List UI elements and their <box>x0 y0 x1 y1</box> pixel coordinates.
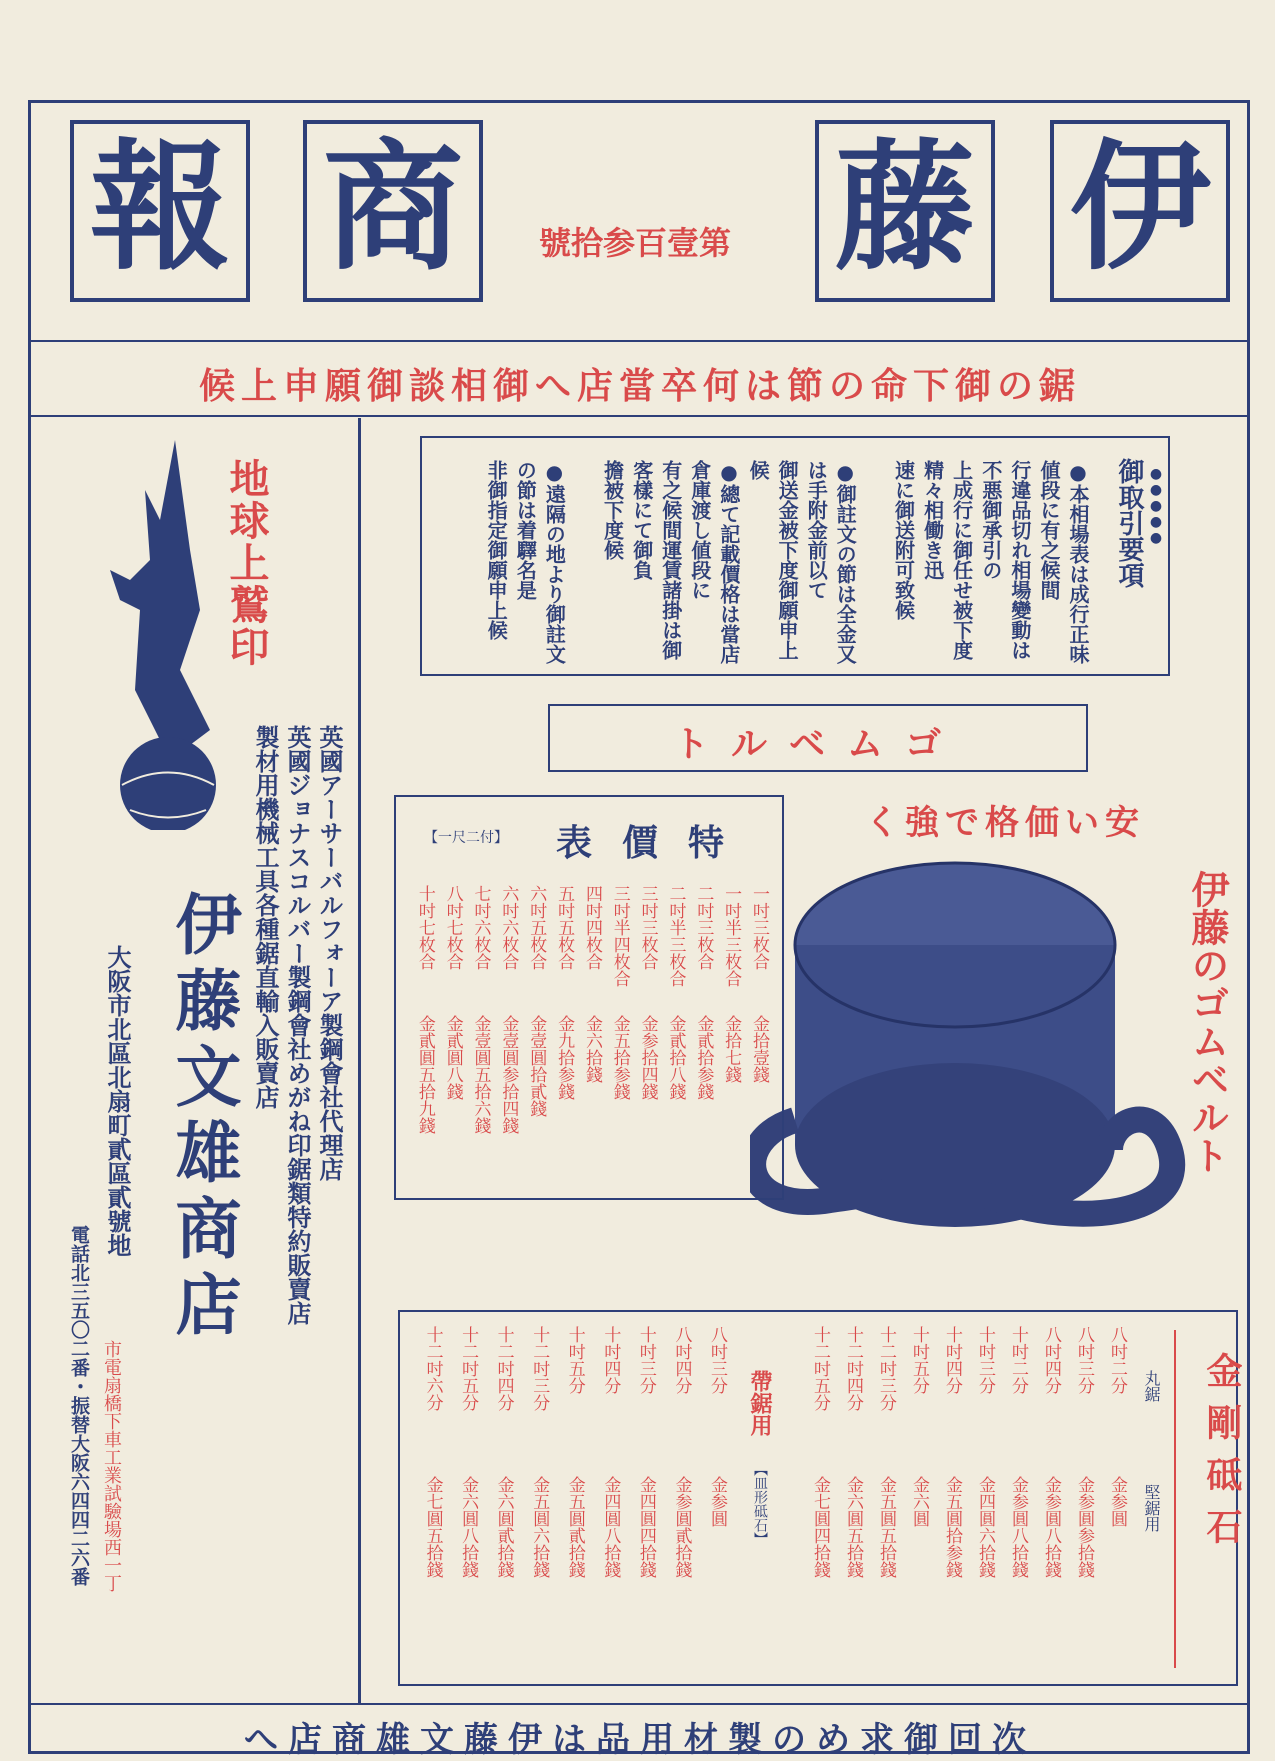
row-price: 金五拾参錢 <box>609 1015 630 1100</box>
row-price: 金壹圓拾貳錢 <box>526 1015 547 1117</box>
row-price: 金六圓 <box>909 1476 929 1527</box>
row-price: 金六圓貳拾錢 <box>493 1476 514 1578</box>
footer-divider <box>30 1703 1248 1705</box>
row-size: 四吋四枚合 <box>581 885 602 970</box>
row-price: 金貳圓八錢 <box>442 1015 463 1100</box>
row-size: 三吋三枚合 <box>637 885 658 970</box>
footer-text: 次回御求めの製材用品は伊藤文雄商店へ <box>244 1720 1036 1760</box>
stone-title: 金剛砥石 <box>1201 1352 1242 1560</box>
row-size: 十二吋三分 <box>529 1326 550 1411</box>
rubber-belt-icon <box>750 820 1230 1260</box>
belt-heading: ゴムベルト <box>672 723 963 765</box>
notice-items <box>453 460 1093 670</box>
row-size: 十吋五分 <box>564 1326 585 1394</box>
company-phone: 電話北三五〇二番・振替大阪六四四二六番 <box>68 1225 90 1586</box>
row-price: 金五圓五拾錢 <box>876 1476 896 1578</box>
row-price: 金九拾参錢 <box>554 1015 575 1100</box>
notice-item: 有之候間運賃諸掛は御客樣にて御負 <box>629 460 683 660</box>
row-size: 十吋三分 <box>635 1326 656 1394</box>
banner-text: 鋸の御下命の節は何卒當店へ御相談御願申上候 <box>198 365 1081 407</box>
row-size: 八吋二分 <box>1107 1326 1127 1394</box>
row-price: 金参圓貳拾錢 <box>671 1476 692 1578</box>
notice-item: 御送金被下度御願申上候 <box>746 460 800 660</box>
agency-line-3: 製材用機械工具各種鋸直輸入販賣店 <box>251 725 280 1109</box>
notice-item: 非御指定御願申上候 <box>484 460 509 640</box>
row-size: 十二吋五分 <box>810 1326 830 1411</box>
notice-box <box>420 436 1170 676</box>
row-size: 十吋三分 <box>975 1326 995 1394</box>
agency-line-2: 英國ジョナスコルバー製鋼會社めがね印鋸類特約販賣店 <box>283 725 312 1325</box>
row-price: 金五圓貳拾錢 <box>564 1476 585 1578</box>
row-size: 十吋四分 <box>942 1326 962 1394</box>
company-name: 伊藤文雄商店 <box>164 890 241 1346</box>
notice-title: 御取引要項 <box>1114 458 1144 588</box>
belt-slogan: 安い価格で強く <box>865 803 1145 843</box>
row-price: 金参圓八拾錢 <box>1041 1476 1061 1578</box>
row-size: 八吋七枚合 <box>442 885 463 970</box>
notice-item: 速に御送附可致候 <box>891 460 916 620</box>
row-size: 十吋七枚合 <box>414 885 435 970</box>
notice-item: ●本相場表は成行正味値段に有之候間 <box>1037 460 1090 664</box>
row-size: 七吋六枚合 <box>470 885 491 970</box>
row-size: 二吋半三枚合 <box>665 885 686 987</box>
row-price: 金壹圓参拾四錢 <box>498 1015 519 1134</box>
row-price: 金六圓八拾錢 <box>458 1476 479 1578</box>
row-price: 金六圓五拾錢 <box>843 1476 863 1578</box>
notice-item: ●御註文の節は全金又は手附金前以て <box>804 460 858 664</box>
row-size: 十二吋四分 <box>843 1326 863 1411</box>
row-size: 三吋半四枚合 <box>609 885 630 987</box>
company-address: 大阪市北區北扇町貳區貳號地 <box>103 945 132 1257</box>
row-price: 金参圓八拾錢 <box>1008 1476 1028 1578</box>
notice-item: ●遠隔の地より御註文の節は着驛名是 <box>513 460 567 664</box>
notice-item: ●總て記載價格は當店倉庫渡し値段に <box>687 460 741 664</box>
belt-table-note: 【付二尺一】 <box>424 830 508 846</box>
column-divider <box>358 418 361 1703</box>
row-size: 六吋五枚合 <box>526 885 547 970</box>
notice-item: 上成行に御任せ被下度精々相働き迅 <box>920 460 974 660</box>
header-divider <box>30 340 1248 342</box>
row-price: 金拾壹錢 <box>749 1015 769 1083</box>
row-price: 金五圓六拾錢 <box>529 1476 550 1578</box>
maru-label-2: 堅鋸用 <box>1142 1484 1161 1532</box>
row-price: 金参圓 <box>707 1476 727 1527</box>
belt-side-title: 伊藤のゴムベルト <box>1185 870 1229 1174</box>
belt-table-title: 特價表 <box>556 822 755 864</box>
maru-rows <box>800 1326 1130 1676</box>
row-size: 一吋半三枚合 <box>721 885 742 987</box>
agency-line-1: 英國アーサーバルフォーア製鋼會社代理店 <box>315 725 344 1181</box>
row-price: 金貳圓五拾九錢 <box>414 1015 435 1134</box>
banner-divider <box>30 415 1248 417</box>
maru-label: 丸鋸 <box>1142 1370 1161 1402</box>
row-price: 金参拾四錢 <box>637 1015 658 1100</box>
belt-rows <box>410 885 772 1185</box>
row-price: 金参圓参拾錢 <box>1074 1476 1094 1578</box>
row-price: 金拾七錢 <box>721 1015 742 1083</box>
row-size: 十二吋五分 <box>458 1326 479 1411</box>
stone-price-table <box>398 1310 1242 1686</box>
row-size: 十吋五分 <box>909 1326 929 1394</box>
row-size: 六吋六枚合 <box>498 885 519 970</box>
row-price: 金四圓四拾錢 <box>635 1476 656 1578</box>
company-access: 市電扇橋下車工業試驗場西一丁 <box>101 1340 122 1592</box>
row-price: 金四圓八拾錢 <box>600 1476 621 1578</box>
band-rows <box>410 1326 730 1676</box>
stone-title-divider <box>1174 1330 1176 1668</box>
row-size: 十吋四分 <box>600 1326 621 1394</box>
row-size: 十吋二分 <box>1008 1326 1028 1394</box>
title-char-3: 商 <box>303 120 483 302</box>
eagle-globe-icon <box>50 430 230 830</box>
row-price: 金壹圓五拾六錢 <box>470 1015 491 1134</box>
row-size: 十二吋三分 <box>876 1326 896 1411</box>
band-label: 帶鋸用 <box>747 1370 773 1436</box>
row-size: 八吋四分 <box>1041 1326 1061 1394</box>
row-price: 金貳拾八錢 <box>665 1015 686 1100</box>
row-price: 金七圓四拾錢 <box>810 1476 830 1578</box>
row-size: 八吋四分 <box>671 1326 692 1394</box>
notice-item: 行違品切れ相場變動は不悪御承引の <box>978 460 1032 660</box>
row-size: 八吋三分 <box>1074 1326 1094 1394</box>
mark-label: 地球上鷲印 <box>223 458 270 668</box>
row-price: 金五圓拾参錢 <box>942 1476 962 1578</box>
row-size: 十二吋四分 <box>493 1326 514 1411</box>
row-price: 金参圓 <box>1107 1476 1127 1527</box>
title-char-2: 藤 <box>815 120 995 302</box>
title-char-1: 伊 <box>1050 120 1230 302</box>
row-price: 金四圓六拾錢 <box>975 1476 995 1578</box>
row-size: 一吋三枚合 <box>749 885 769 970</box>
band-note: 【皿形砥石】 <box>752 1462 768 1546</box>
row-size: 五吋五枚合 <box>554 885 575 970</box>
title-char-4: 報 <box>70 120 250 302</box>
issue-number: 第壹百参拾號 <box>538 224 731 262</box>
belt-price-table <box>394 795 784 1200</box>
notice-item: 擔被下度候 <box>600 460 625 560</box>
notice-dots: ●●●●● <box>1148 466 1164 546</box>
row-size: 八吋三分 <box>707 1326 727 1394</box>
row-price: 金七圓五拾錢 <box>422 1476 443 1578</box>
row-price: 金六拾錢 <box>581 1015 602 1083</box>
row-size: 二吋三枚合 <box>693 885 714 970</box>
belt-heading-box <box>548 704 1088 772</box>
row-size: 十二吋六分 <box>422 1326 443 1411</box>
row-price: 金貳拾参錢 <box>693 1015 714 1100</box>
